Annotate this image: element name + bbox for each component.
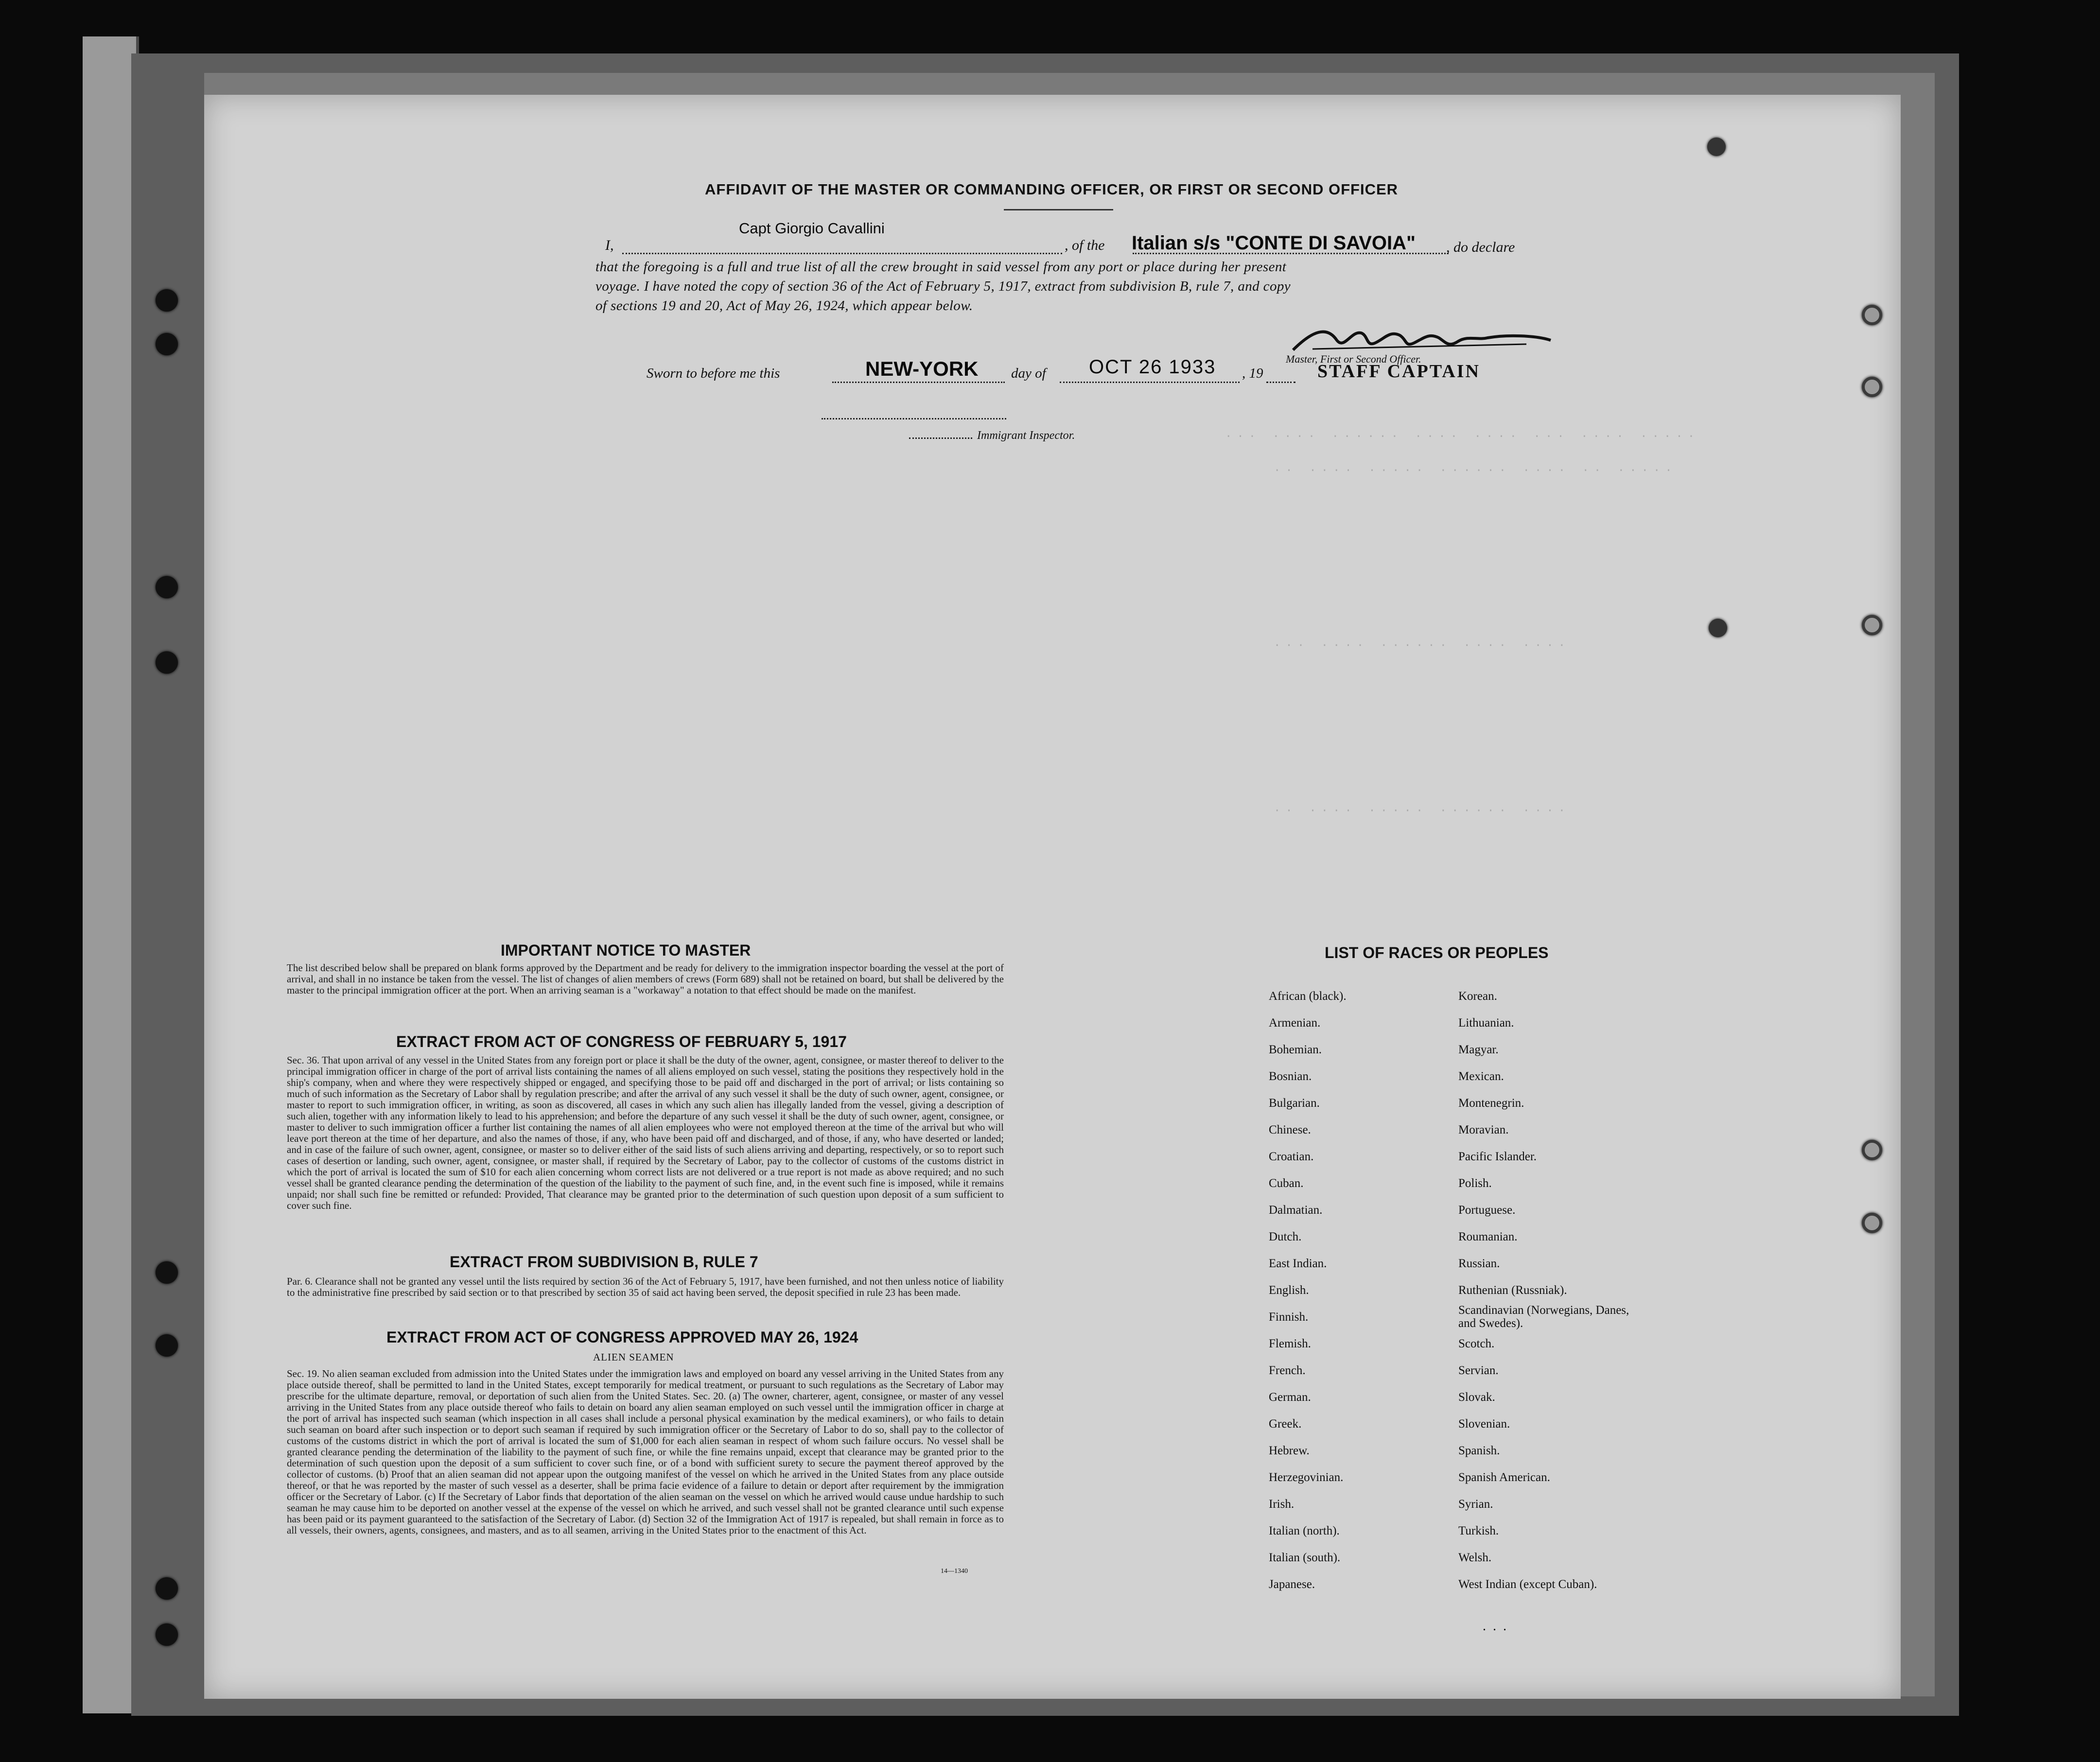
day-of-label: day of (1011, 366, 1046, 381)
race-item: Scotch. (1458, 1337, 1495, 1350)
race-item: Pacific Islander. (1458, 1150, 1537, 1163)
bleed-through-text: ··· ···· ······ ···· ···· ··· ···· ····· (1225, 430, 1700, 443)
sworn-label: Sworn to before me this (647, 366, 780, 381)
race-item: Japanese. (1269, 1578, 1315, 1591)
race-item: English. (1269, 1284, 1309, 1297)
binder-hole (1707, 138, 1726, 156)
binder-strip (83, 36, 139, 1713)
race-item: Korean. (1458, 990, 1497, 1003)
race-item: Italian (south). (1269, 1551, 1341, 1564)
extract-1924-text: Sec. 19. No alien seaman excluded from admission into the United States under the immigration laws and employed on board any vessel arriving in the United States from any place outside thereof, shall be permitted to land in the United States, except temporarily for medical treatment, or pursuant to such regulations as the Secretary of Labor may prescribe for the ultimate departure, removal, or deportation of such alien from the United States. Sec. 20. (a) The owner, charterer, agent, consignee, or master of any vessel arriving in the United States from any place outside thereof who fails to detain on board any alien seaman employed on such vessel until the immigration officer in charge at the port of arrival has inspected such seaman (which inspection in all cases shall include a personal physical examination by the medical examiners), or who fails to detain such seaman on board after such inspection or to deport such seaman if required by such immigration officer or the Secretary of Labor to do so, shall pay to the collector of customs of the customs district in which the port of arrival is located the sum of $1,000 for each alien seaman in respect of whom such failure occurs. No vessel shall be granted clearance pending the determination of the liability to the payment of such fine, or while the fine remains unpaid, except that clearance may be granted prior to the determination of such question upon the deposit of a sum sufficient to cover such fine, or of a bond with sufficient surety to secure the payment thereof approved by the collector of customs. (b) Proof that an alien seaman did not appear upon the outgoing manifest of the vessel on which he arrived in the United States from any place outside thereof, or that he was reported by the master of such vessel as a deserter, shall be prima facie evidence of a failure to detain or deport after requirement by the immigration officer or the Secretary of Labor. (c) If the Secretary of Labor finds that deportation of the alien seaman on the vessel on which he arrived would cause undue hardship to such seaman he may cause him to be deported on another vessel at the expense of the vessel on which he arrived, and such vessel shall not be granted clearance until such expense has been paid or its payment guaranteed to the satisfaction of the Secretary of Labor. (d) Section 32 of the Immigration Act of 1917 is repealed, but shall remain in force as to all vessels, their owners, agents, consignees, and masters, and as to all seamen, arriving in the United States prior to the enactment of this Act. (287, 1368, 1004, 1536)
race-item: Cuban. (1269, 1177, 1304, 1190)
binder-hole (156, 1623, 178, 1646)
race-item: Syrian. (1458, 1498, 1493, 1511)
binder-hole (1862, 377, 1882, 397)
race-item: Turkish. (1458, 1524, 1499, 1537)
binder-hole (156, 1334, 178, 1357)
date-dotted-line (1060, 382, 1240, 383)
trailing-dots: ... (1483, 1619, 1513, 1634)
race-item: Herzegovinian. (1269, 1471, 1344, 1484)
form-number: 14—1340 (941, 1568, 968, 1575)
binder-hole (156, 651, 178, 674)
binder-hole (156, 289, 178, 312)
of-the-label: , of the (1065, 237, 1105, 253)
officer-title: STAFF CAPTAIN (1317, 361, 1480, 382)
races-left-column (1269, 983, 1347, 1598)
race-item: Bosnian. (1269, 1070, 1312, 1083)
vessel-name: Italian s/s "CONTE DI SAVOIA" (1132, 232, 1416, 254)
extract-1924-subtitle: ALIEN SEAMEN (593, 1351, 674, 1363)
race-item: Ruthenian (Russniak). (1458, 1284, 1567, 1297)
race-item: Lithuanian. (1458, 1016, 1514, 1029)
sworn-place: NEW-YORK (865, 357, 979, 380)
title-rule (1004, 209, 1113, 210)
binder-hole (156, 1577, 178, 1600)
race-item: Chinese. (1269, 1123, 1311, 1136)
bleed-through-text: ··· ···· ······ ···· ···· (1274, 639, 1571, 652)
officer-caption: Master, First or Second Officer. (1286, 353, 1421, 365)
extract-1917-text: Sec. 36. That upon arrival of any vessel in the United States from any foreign port or place it shall be the duty of the owner, agent, consignee, or master thereof to deliver to the principal immigration officer in charge of the port of arrival lists containing the names of all aliens employed on such vessel, stating the positions they respectively hold in the ship's company, when and where they were respectively shipped or engaged, and specifying those to be paid off and discharged in the port of arrival; or lists containing so much of such information as the Secretary of Labor shall by regulation prescribe; and after the arrival of any such vessel it shall be the duty of such owner, agent, consignee, or master to report to such immigration officer, in writing, as soon as discovered, all cases in which any such alien has illegally landed from the vessel, giving a description of such alien, together with any information likely to lead to his apprehension; and before the departure of any such vessel it shall be the duty of such owner, agent, consignee, or master to deliver to such immigration officer a further list containing the names of all alien employees who were not employed thereon at the time of the arrival but who will leave port thereon at the time of her departure, and also the names of those, if any, who have been paid off and discharged, and of those, if any, who have deserted or landed; and in case of the failure of such owner, agent, consignee, or master so to deliver either of the said lists of such aliens arriving and departing, respectively, or so to report such cases of desertion or landing, such owner, agent, consignee, or master shall, if required by the Secretary of Labor, pay to the collector of customs of the customs district in which the port of arrival is located the sum of $10 for each alien concerning whom correct lists are not delivered or a true report is not made as above required; and no such vessel shall be granted clearance pending the determination of the question of the liability to the payment of such fine, and, in the event such fine is imposed, while it remains unpaid; nor shall such fine be remitted or refunded: Provided, That clearance may be granted prior to the determination of such question upon deposit of a sum sufficient to cover such fine. (287, 1054, 1004, 1211)
race-item: Russian. (1458, 1257, 1500, 1270)
race-item: Polish. (1458, 1177, 1492, 1190)
race-item: Greek. (1269, 1417, 1302, 1431)
race-item: Bohemian. (1269, 1043, 1322, 1056)
race-item: Dalmatian. (1269, 1204, 1323, 1217)
race-item: Portuguese. (1458, 1204, 1516, 1217)
race-item: East Indian. (1269, 1257, 1327, 1270)
race-item: Moravian. (1458, 1123, 1509, 1136)
master-name: Capt Giorgio Cavallini (739, 220, 885, 237)
rule7-title: EXTRACT FROM SUBDIVISION B, RULE 7 (450, 1253, 758, 1271)
affidavit-title: AFFIDAVIT OF THE MASTER OR COMMANDING OFFICER, OR FIRST OR SECOND OFFICER (705, 181, 1399, 198)
race-item: West Indian (except Cuban). (1458, 1578, 1597, 1591)
race-item: French. (1269, 1364, 1306, 1377)
race-item: German. (1269, 1391, 1311, 1404)
race-item: Slovenian. (1458, 1417, 1510, 1431)
binder-hole (1862, 1140, 1882, 1160)
binder-hole (1862, 1213, 1882, 1233)
binder-hole (156, 1261, 178, 1284)
notice-title: IMPORTANT NOTICE TO MASTER (501, 942, 751, 959)
bleed-through-text: ·· ···· ····· ······ ···· ·· ····· (1274, 464, 1677, 477)
race-item: Mexican. (1458, 1070, 1504, 1083)
binder-hole (1862, 305, 1882, 325)
race-item: Armenian. (1269, 1016, 1321, 1029)
race-item: Irish. (1269, 1498, 1295, 1511)
races-title: LIST OF RACES OR PEOPLES (1325, 944, 1549, 961)
place-dotted-line (832, 382, 1005, 383)
race-item: Finnish. (1269, 1310, 1309, 1324)
race-item: Servian. (1458, 1364, 1499, 1377)
extract-1924-title: EXTRACT FROM ACT OF CONGRESS APPROVED MAY 26, 1924 (386, 1328, 858, 1346)
binder-hole (156, 576, 178, 598)
race-item: Italian (north). (1269, 1524, 1340, 1537)
affidavit-body-line-1: that the foregoing is a full and true list of all the crew brought in said vessel from any port or place during her present (595, 259, 1287, 275)
races-right-column (1458, 983, 1633, 1598)
extract-1917-title: EXTRACT FROM ACT OF CONGRESS OF FEBRUARY 5, 1917 (396, 1033, 847, 1050)
notice-text: The list described below shall be prepared on blank forms approved by the Department and be ready for delivery to the immigration inspector boarding the vessel at the port of arrival, and shall in no instance be taken from the vessel. The list of changes of alien members of crews (Form 689) shall not be retained on board, but shall be delivered by the master to the principal immigration officer at the port. When an arriving seaman is a "workaway" a notation to that effect should be made on the manifest. (287, 962, 1004, 996)
bleed-through-text: ·· ···· ····· ······ ···· (1274, 804, 1571, 818)
inspector-dotted-line-2 (909, 437, 972, 439)
race-item: Montenegrin. (1458, 1097, 1524, 1110)
affidavit-body-line-2: voyage. I have noted the copy of section 36 of the Act of February 5, 1917, extract from subdivision B, rule 7, and copy (595, 279, 1291, 294)
race-item: Magyar. (1458, 1043, 1499, 1056)
declare-suffix: , do declare (1446, 239, 1515, 255)
binder-hole (1709, 619, 1727, 637)
year-prefix: , 19 (1242, 366, 1263, 381)
affidavit-body-line-3: of sections 19 and 20, Act of May 26, 1924, which appear below. (595, 298, 973, 314)
race-item: Bulgarian. (1269, 1097, 1320, 1110)
race-item: Croatian. (1269, 1150, 1314, 1163)
year-dotted-line (1266, 382, 1295, 383)
race-item: Spanish. (1458, 1444, 1500, 1457)
name-dotted-line (622, 253, 1062, 254)
inspector-dotted-line-1 (822, 418, 1006, 419)
race-item: Roumanian. (1458, 1230, 1518, 1243)
race-item: Flemish. (1269, 1337, 1311, 1350)
binder-hole (156, 333, 178, 355)
rule7-text: Par. 6. Clearance shall not be granted any vessel until the lists required by section 36 of the Act of February 5, 1917, have been furnished, and not then unless notice of liability to the administrative fine prescribed by said section or to that prescribed by section 35 of said act having been served, the deposit specified in rule 23 has been made. (287, 1275, 1004, 1298)
i-label: I, (605, 237, 614, 253)
race-item: Dutch. (1269, 1230, 1302, 1243)
inspector-caption: Immigrant Inspector. (977, 429, 1075, 442)
race-item: Spanish American. (1458, 1471, 1550, 1484)
race-item: Scandinavian (Norwegians, Danes, and Swedes). (1458, 1304, 1629, 1330)
race-item: Hebrew. (1269, 1444, 1310, 1457)
race-item: African (black). (1269, 990, 1347, 1003)
race-item: Welsh. (1458, 1551, 1492, 1564)
binder-hole (1862, 615, 1882, 635)
race-item: Slovak. (1458, 1391, 1495, 1404)
sworn-date-stamp: OCT 26 1933 (1089, 356, 1216, 378)
